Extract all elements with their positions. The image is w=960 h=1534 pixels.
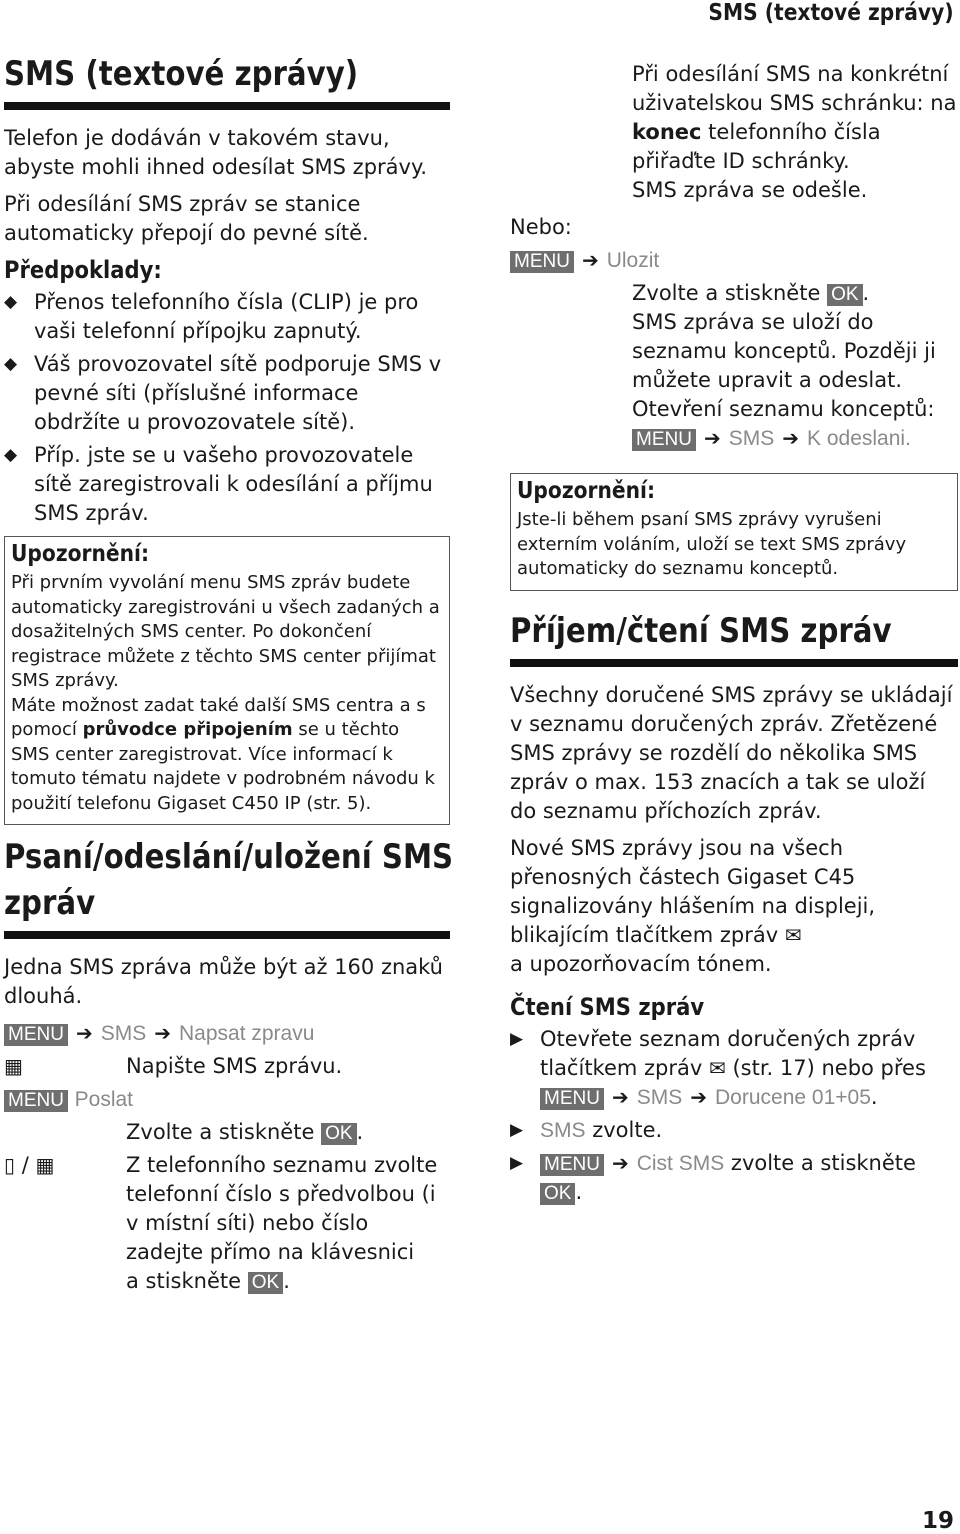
step-phonebook: ▯ / ▦ Z telefonního seznamu zvolte telefonní číslo s předvolbou (i v místní síti) nebo číslo zadejte přímo na klávesnici a stiskněte OK .: [4, 1151, 450, 1296]
phonebook-key-icon: ▯: [4, 1153, 16, 1177]
menu-key[interactable]: MENU: [4, 1090, 68, 1112]
ok-key[interactable]: OK: [321, 1123, 356, 1145]
menu-key[interactable]: MENU: [540, 1154, 604, 1176]
note-text: Jste-li během psaní SMS zprávy vyrušeni externím voláním, uloží se text SMS zprávy automaticky do seznamu konceptů.: [517, 509, 907, 579]
arrow-right-icon: ➔: [611, 1084, 629, 1109]
prereq-item: ◆ Přenos telefonního čísla (CLIP) je pro vaši telefonní přípojku zapnutý.: [4, 290, 419, 343]
intro-paragraph-2: Při odesílání SMS zpráv se stanice automaticky přepojí do pevné sítě.: [4, 192, 369, 245]
read-step: ▶ MENU ➔ Cist SMS zvolte a stiskněte OK .: [510, 1150, 916, 1204]
step-select-ok: Zvolte a stiskněte OK .: [126, 1120, 364, 1144]
nav-send: [4, 1085, 450, 1114]
note-text: Při prvním vyvolání menu SMS zpráv budete automaticky zaregistrováni u všech zadaných a dosažitelných SMS center. Po dokončení registrace můžete z těchto SMS center přijímat SMS zprávy.: [11, 572, 440, 691]
step-select-ok: Zvolte a stiskněte OK .: [632, 281, 870, 305]
triangle-bullet-icon: ▶: [510, 1119, 524, 1140]
ok-key[interactable]: OK: [540, 1183, 575, 1205]
page-number: 19: [921, 1508, 954, 1534]
section-title-write: [4, 835, 454, 939]
triangle-bullet-icon: ▶: [510, 1028, 524, 1049]
section-title-sms: [4, 52, 450, 110]
sent-text: SMS zpráva se odešle.: [632, 178, 868, 202]
arrow-right-icon: ➔: [581, 248, 599, 272]
section-heading: Příjem/čtení SMS zpráv: [510, 610, 892, 651]
step-write: [4, 1052, 450, 1081]
read-step: ▶ SMS zvolte.: [510, 1116, 958, 1145]
diamond-bullet-icon: ◆: [4, 354, 18, 374]
nav-save: [510, 246, 958, 275]
prereq-item: ◆ Příp. jste se u vašeho provozovatele sítě zaregistrovali k odesílání a příjmu SMS zpráv.: [4, 443, 433, 525]
menu-key[interactable]: MENU: [632, 429, 696, 451]
note-title: Upozornění:: [517, 478, 656, 504]
left-column: [4, 52, 454, 1298]
menu-key[interactable]: MENU: [540, 1088, 604, 1110]
arrow-right-icon: ➔: [690, 1084, 707, 1109]
menu-item-sms[interactable]: SMS: [728, 427, 775, 450]
note-text: Máte možnost zadat také další SMS centra a s pomocí průvodce připojením se u těchto SMS center zaregistrovat. Více informací k tomuto tématu najdete v podrobném návodu k použití telefonu Gigaset C450 IP (str. 5).: [11, 694, 435, 814]
envelope-icon: ✉: [784, 922, 802, 947]
saved-text: SMS zpráva se uloží do seznamu konceptů. Později ji můžete upravit a odeslat.: [632, 310, 936, 392]
running-head: SMS (textové zprávy): [708, 0, 954, 26]
right-column: [510, 60, 958, 1211]
arrow-right-icon: ➔: [75, 1021, 93, 1045]
arrow-right-icon: ➔: [703, 426, 721, 450]
arrow-right-icon: ➔: [611, 1150, 629, 1175]
open-drafts-text: Otevření seznamu konceptů:: [632, 397, 935, 421]
menu-key[interactable]: MENU: [4, 1024, 68, 1046]
ok-key[interactable]: OK: [827, 284, 862, 306]
nav-path-new-sms: [4, 1019, 450, 1048]
ok-key[interactable]: OK: [248, 1272, 283, 1294]
menu-item-save[interactable]: Ulozit: [606, 249, 660, 272]
note-box-registration: [4, 536, 450, 825]
menu-item-new-message[interactable]: Napsat zpravu: [179, 1022, 315, 1045]
section-heading: zpráv: [4, 883, 96, 923]
length-text: Jedna SMS zpráva může být až 160 znaků dlouhá.: [4, 955, 443, 1008]
note-box-interruption: [510, 473, 958, 591]
note-title: Upozornění:: [11, 541, 150, 567]
diamond-bullet-icon: ◆: [4, 292, 18, 312]
step-text: Z telefonního seznamu zvolte telefonní číslo s předvolbou (i v místní síti) nebo číslo zadejte přímo na klávesnici a stiskněte OK .: [126, 1153, 438, 1293]
menu-item-sms[interactable]: SMS: [100, 1022, 147, 1045]
section-heading: Psaní/odeslání/uložení SMS: [4, 837, 454, 877]
arrow-right-icon: ➔: [782, 426, 799, 450]
receive-paragraph-2: Nové SMS zprávy jsou na všech přenosných částech Gigaset C45 signalizovány hlášením na displeji, blikajícím tlačítkem zpráv ✉ a upozorňovacím tónem.: [510, 835, 876, 976]
menu-item-drafts[interactable]: K odeslani.: [807, 427, 911, 450]
intro-paragraph-1: Telefon je dodáván v takovém stavu, abyste mohli ihned odesílat SMS zprávy.: [4, 126, 428, 179]
prereq-item: ◆ Váš provozovatel sítě podporuje SMS v pevné síti (příslušné informace obdržíte u provozovatele sítě).: [4, 352, 442, 434]
page-title: SMS (textové zprávy): [4, 54, 359, 94]
menu-item-inbox[interactable]: Dorucene 01+05: [715, 1085, 871, 1109]
receive-paragraph-1: Všechny doručené SMS zprávy se ukládají v seznamu doručených zpráv. Zřetězené SMS zprávy se rozdělí do několika SMS zpráv o max. 153 znacích a tak se uloží do seznamu příchozích zpráv.: [510, 682, 953, 823]
menu-item-sms[interactable]: SMS: [636, 1085, 683, 1109]
read-step: ▶ Otevřete seznam doručených zpráv tlačítkem zpráv ✉ (str. 17) nebo přes MENU ➔ SMS ➔ Dorucene 01+05.: [510, 1025, 958, 1112]
section-title-receive: [510, 609, 958, 667]
prerequisites-heading: Předpoklady:: [4, 256, 162, 284]
menu-item-read-sms[interactable]: Cist SMS: [636, 1151, 725, 1175]
step-text: Napište SMS zprávu.: [126, 1054, 343, 1078]
menu-key[interactable]: MENU: [510, 251, 574, 273]
arrow-right-icon: ➔: [154, 1021, 171, 1045]
keypad-icon: ▦: [4, 1054, 23, 1078]
envelope-icon: ✉: [709, 1055, 726, 1080]
menu-item-send[interactable]: Poslat: [74, 1088, 134, 1111]
diamond-bullet-icon: ◆: [4, 445, 18, 465]
read-heading: Čtení SMS zpráv: [510, 992, 705, 1021]
triangle-bullet-icon: ▶: [510, 1152, 524, 1173]
mailbox-text: Při odesílání SMS na konkrétní uživatelskou SMS schránku: na konec telefonního čísla přiřaďte ID schránky.: [632, 62, 957, 173]
or-label: Nebo:: [510, 215, 572, 239]
keypad-icon: ▦: [35, 1153, 55, 1177]
nav-drafts: [510, 424, 958, 453]
menu-item-sms[interactable]: SMS: [540, 1118, 586, 1142]
